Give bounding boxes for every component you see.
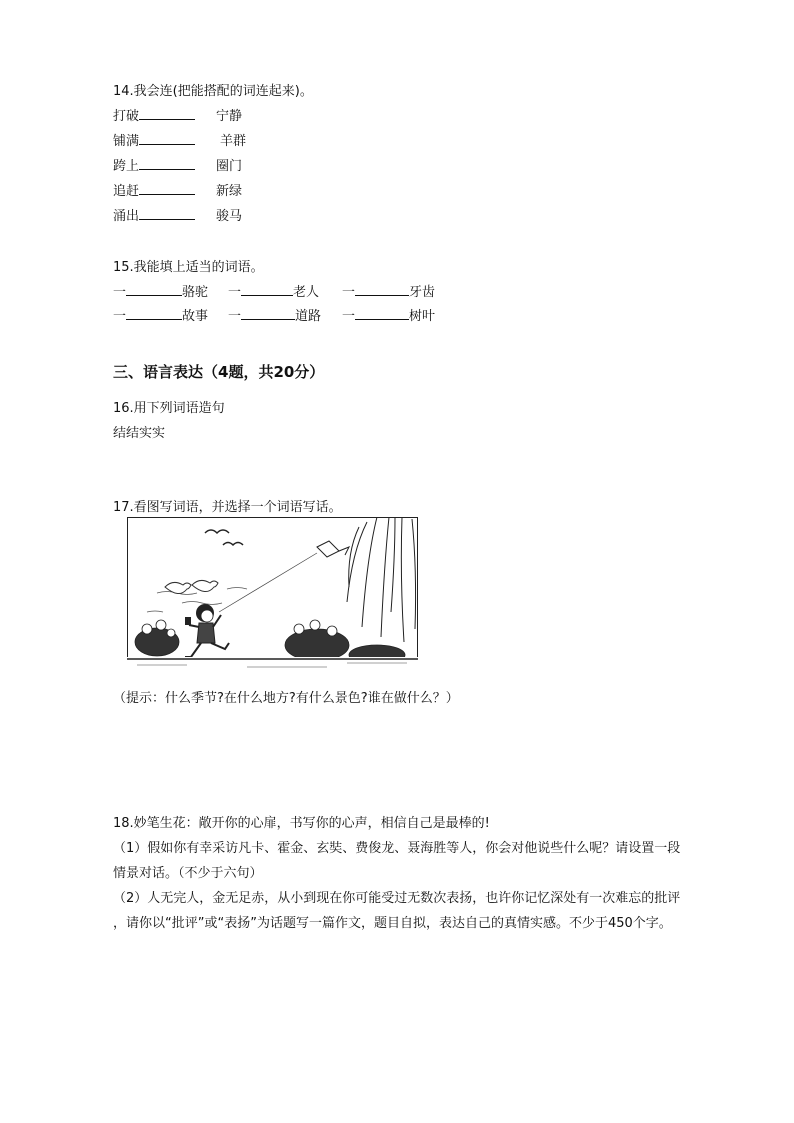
q15-title: 15.我能填上适当的词语。 — [113, 260, 264, 275]
q14-right-word: 新绿 — [216, 184, 243, 199]
q14-left-word: 铺满 — [113, 134, 140, 149]
q18-part2-line2: ，请你以“批评”或“表扬”为话题写一篇作文，题目自拟，表达自己的真情实感。不少于450个字。 — [113, 916, 672, 931]
q17-hint: （提示：什么季节?在什么地方?有什么景色?谁在做什么？） — [113, 691, 459, 706]
q14-right-word: 羊群 — [220, 134, 247, 149]
q14-right-word: 圈门 — [216, 159, 243, 174]
q14-left-word: 涌出 — [113, 209, 140, 224]
q16-word: 结结实实 — [113, 426, 166, 441]
q14-left-word: 打破 — [113, 109, 140, 124]
q15-item: 一 老人 — [228, 285, 320, 300]
q14-left-word: 追赶 — [113, 184, 140, 199]
q14-row — [113, 155, 195, 174]
q15-blank[interactable] — [241, 307, 295, 320]
q15-row-1 — [113, 281, 208, 300]
q15-blank[interactable] — [241, 283, 293, 296]
kite-picture — [127, 517, 418, 678]
q15-blank[interactable] — [355, 283, 409, 296]
q15-item: 一 道路 — [228, 309, 322, 324]
q14-left-word: 跨上 — [113, 159, 140, 174]
q14-blank[interactable] — [139, 182, 195, 195]
q15-item: 一 故事 — [113, 309, 209, 324]
q14-blank[interactable] — [139, 157, 195, 170]
q14-row — [113, 130, 195, 149]
q16-title: 16.用下列词语造句 — [113, 401, 225, 416]
q15-row-2 — [113, 305, 208, 324]
section-title: 三、语言表达（4题，共20分） — [113, 363, 325, 381]
q15-item: 一 骆驼 — [113, 285, 209, 300]
q18-part1-line1: （1）假如你有幸采访凡卡、霍金、玄奘、费俊龙、聂海胜等人，你会对他说些什么呢？请设置一段 — [113, 841, 681, 856]
q14-right-word: 宁静 — [216, 109, 243, 124]
q15-blank[interactable] — [126, 307, 182, 320]
q14-right-word: 骏马 — [216, 209, 243, 224]
q15-blank[interactable] — [126, 283, 182, 296]
q15-item: 一 树叶 — [342, 309, 436, 324]
q14-blank[interactable] — [139, 107, 195, 120]
q14-blank[interactable] — [139, 207, 195, 220]
q14-row — [113, 180, 195, 199]
q14-row — [113, 105, 195, 124]
q15-blank[interactable] — [355, 307, 409, 320]
q17-title: 17.看图写词语，并选择一个词语写话。 — [113, 500, 342, 515]
q18-title: 18.妙笔生花：敞开你的心扉，书写你的心声，相信自己是最棒的! — [113, 816, 490, 831]
q14-row — [113, 205, 195, 224]
q15-item: 一 牙齿 — [342, 285, 436, 300]
q18-part1-line2: 情景对话。（不少于六句） — [113, 866, 263, 881]
q14-blank[interactable] — [139, 132, 195, 145]
q14-title: 14.我会连(把能搭配的词连起来)。 — [113, 84, 313, 99]
q18-part2-line1: （2）人无完人，金无足赤，从小到现在你可能受过无数次表扬，也许你记忆深处有一次难忘的批评 — [113, 891, 681, 906]
